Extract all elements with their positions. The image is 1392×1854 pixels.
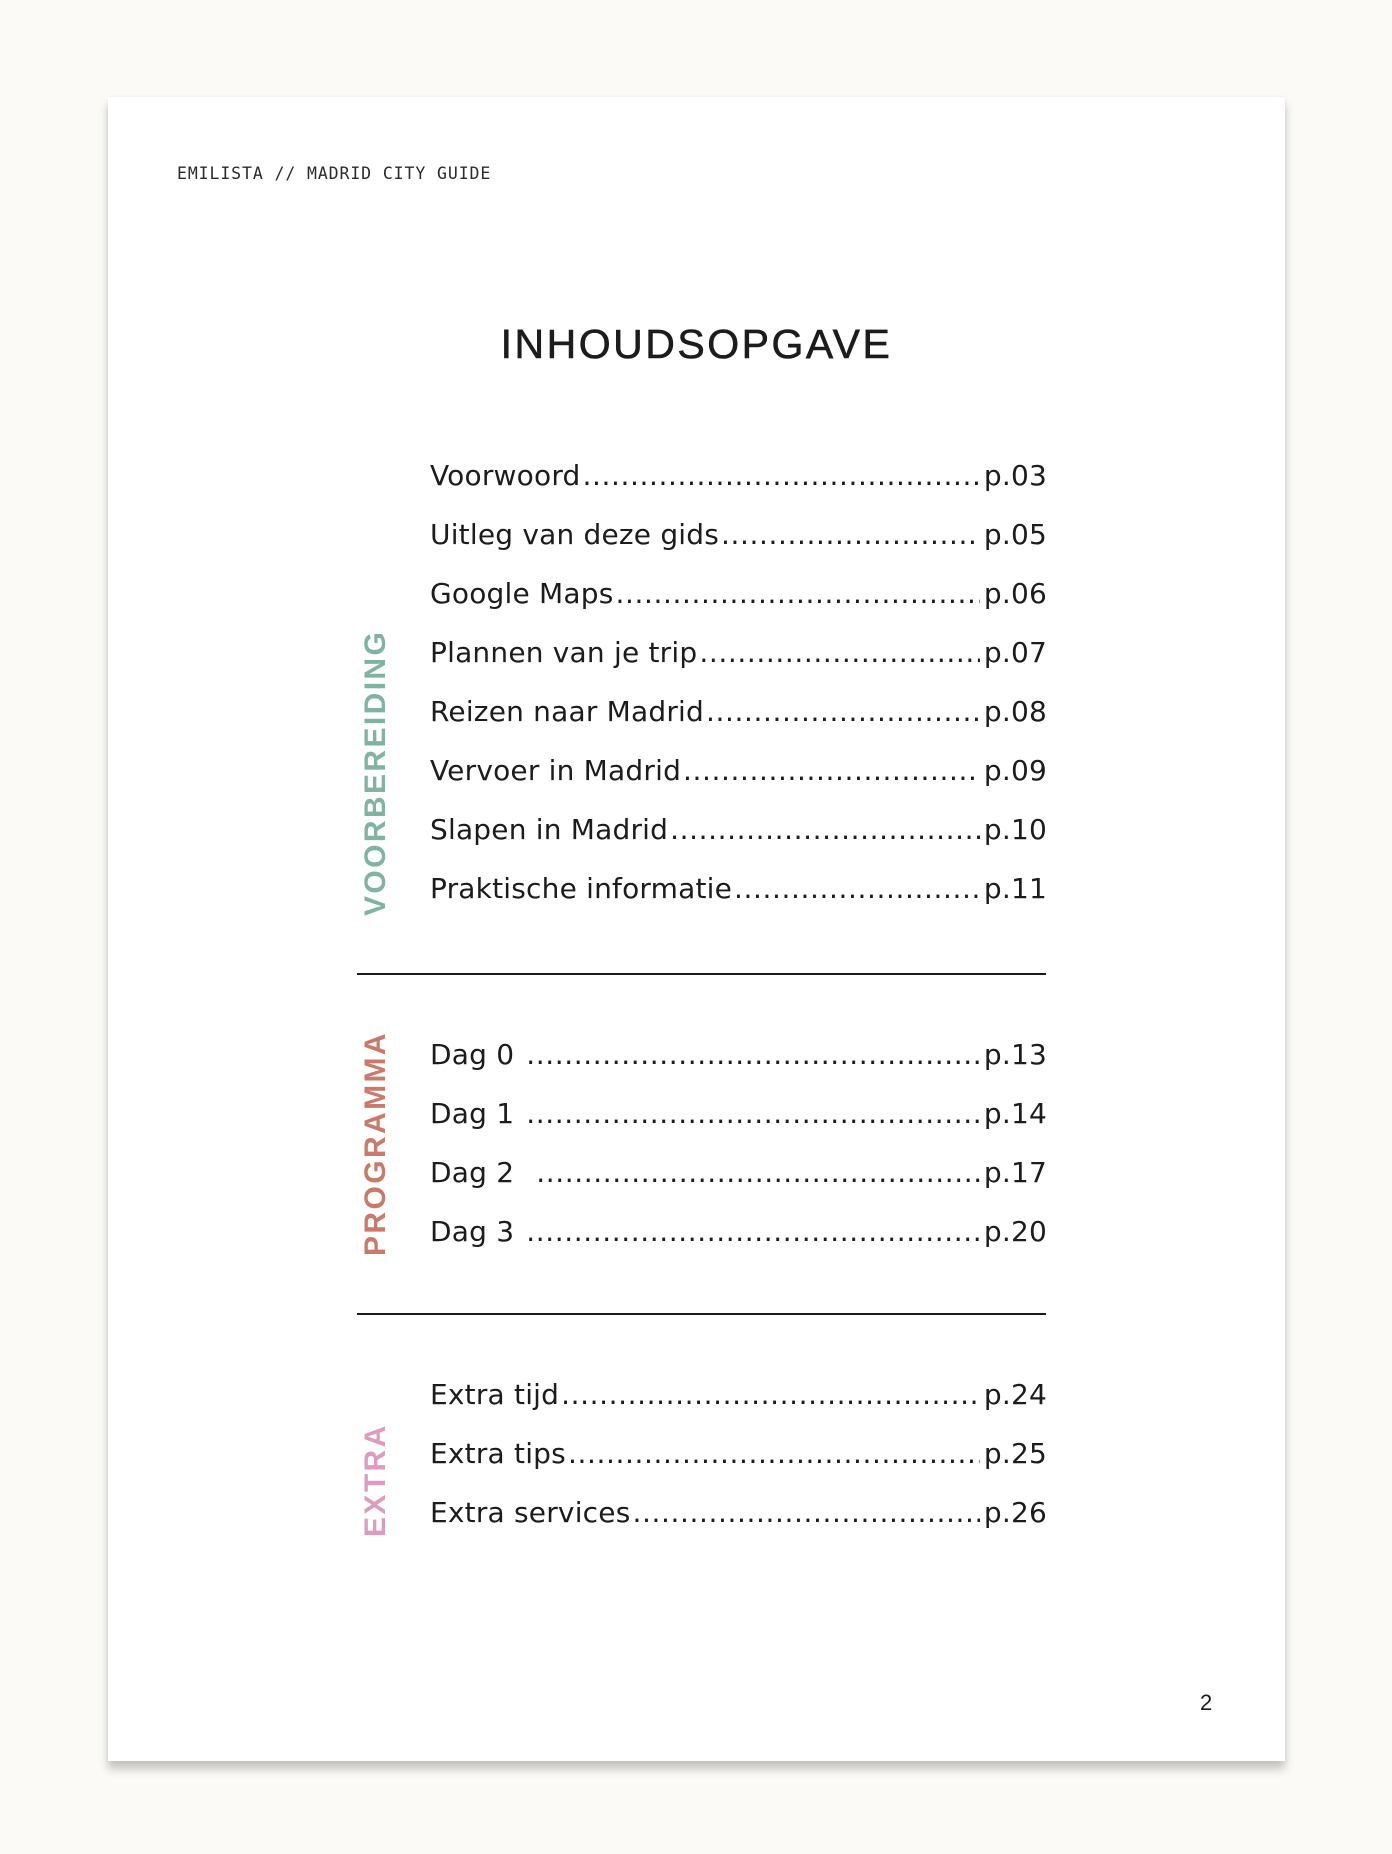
toc-entry-label: Reizen naar Madrid — [430, 695, 705, 728]
toc-entry-label: Voorwoord — [430, 459, 581, 492]
toc-entry-extra-tips[interactable] — [430, 1437, 1047, 1477]
toc-leader-dots — [526, 1215, 980, 1248]
toc-entry-label: Dag 1 — [430, 1097, 515, 1130]
page-number: 2 — [1200, 1690, 1213, 1715]
toc-entry-label: Dag 0 — [430, 1038, 515, 1071]
toc-leader-dots — [616, 577, 980, 610]
toc-entry-page: p.13 — [983, 1038, 1047, 1071]
section-label-programma: PROGRAMMA — [359, 1031, 392, 1256]
toc-entry-page: p.24 — [983, 1378, 1047, 1411]
toc-leader-dots — [683, 754, 980, 787]
toc-entry-label: Plannen van je trip — [430, 636, 698, 669]
header-guide-title: MADRID CITY GUIDE — [307, 164, 492, 183]
toc-entry-page: p.03 — [983, 459, 1047, 492]
toc-entry-page: p.06 — [983, 577, 1047, 610]
toc-entry-dag-1[interactable] — [430, 1097, 1047, 1137]
toc-leader-dots — [633, 1496, 980, 1529]
toc-entry-label: Dag 3 — [430, 1215, 515, 1248]
header-separator: // — [263, 164, 308, 183]
toc-entry-page: p.05 — [983, 518, 1047, 551]
toc-entry-label: Praktische informatie — [430, 872, 733, 905]
section-divider — [357, 1313, 1046, 1315]
toc-entry-google-maps[interactable] — [430, 577, 1047, 617]
toc-entry-label: Extra tijd — [430, 1378, 560, 1411]
toc-entry-extra-services[interactable] — [430, 1496, 1047, 1536]
toc-entry-dag-0[interactable] — [430, 1038, 1047, 1078]
toc-entry-label: Google Maps — [430, 577, 614, 610]
toc-entry-dag-2[interactable] — [430, 1156, 1047, 1196]
toc-entry-label: Slapen in Madrid — [430, 813, 669, 846]
toc-entry-page: p.25 — [983, 1437, 1047, 1470]
toc-leader-dots — [536, 1156, 980, 1189]
toc-leader-dots — [721, 518, 980, 551]
toc-leader-dots — [706, 695, 980, 728]
document-page — [108, 97, 1285, 1761]
toc-entry-page: p.14 — [983, 1097, 1047, 1130]
toc-leader-dots — [526, 1038, 980, 1071]
toc-entry-uitleg[interactable] — [430, 518, 1047, 558]
section-divider — [357, 973, 1046, 975]
toc-entry-page: p.20 — [983, 1215, 1047, 1248]
toc-entry-label: Vervoer in Madrid — [430, 754, 682, 787]
toc-entry-vervoer[interactable] — [430, 754, 1047, 794]
section-label-extra: EXTRA — [359, 1423, 392, 1537]
page-title: INHOUDSOPGAVE — [500, 321, 893, 367]
toc-entry-reizen[interactable] — [430, 695, 1047, 735]
toc-entry-label: Dag 2 — [430, 1156, 515, 1189]
toc-entry-dag-3[interactable] — [430, 1215, 1047, 1255]
toc-entry-page: p.09 — [983, 754, 1047, 787]
toc-leader-dots — [568, 1437, 980, 1470]
toc-entry-page: p.07 — [983, 636, 1047, 669]
toc-leader-dots — [526, 1097, 980, 1130]
toc-entry-label: Extra tips — [430, 1437, 566, 1470]
toc-entry-page: p.26 — [983, 1496, 1047, 1529]
toc-entry-extra-tijd[interactable] — [430, 1378, 1047, 1418]
toc-leader-dots — [734, 872, 980, 905]
toc-entry-page: p.17 — [983, 1156, 1047, 1189]
running-header — [177, 164, 491, 183]
toc-entry-page: p.08 — [983, 695, 1047, 728]
toc-entry-label: Extra services — [430, 1496, 631, 1529]
toc-entry-label: Uitleg van deze gids — [430, 518, 720, 551]
toc-entry-voorwoord[interactable] — [430, 459, 1047, 499]
toc-entry-page: p.11 — [983, 872, 1047, 905]
section-label-voorbereiding: VOORBEREIDING — [359, 629, 392, 916]
toc-leader-dots — [670, 813, 980, 846]
toc-leader-dots — [583, 459, 980, 492]
header-brand: EMILISTA — [177, 164, 264, 183]
toc-entry-praktische-informatie[interactable] — [430, 872, 1047, 912]
toc-entry-slapen[interactable] — [430, 813, 1047, 853]
toc-leader-dots — [699, 636, 980, 669]
toc-entry-plannen[interactable] — [430, 636, 1047, 676]
toc-leader-dots — [561, 1378, 980, 1411]
toc-entry-page: p.10 — [983, 813, 1047, 846]
